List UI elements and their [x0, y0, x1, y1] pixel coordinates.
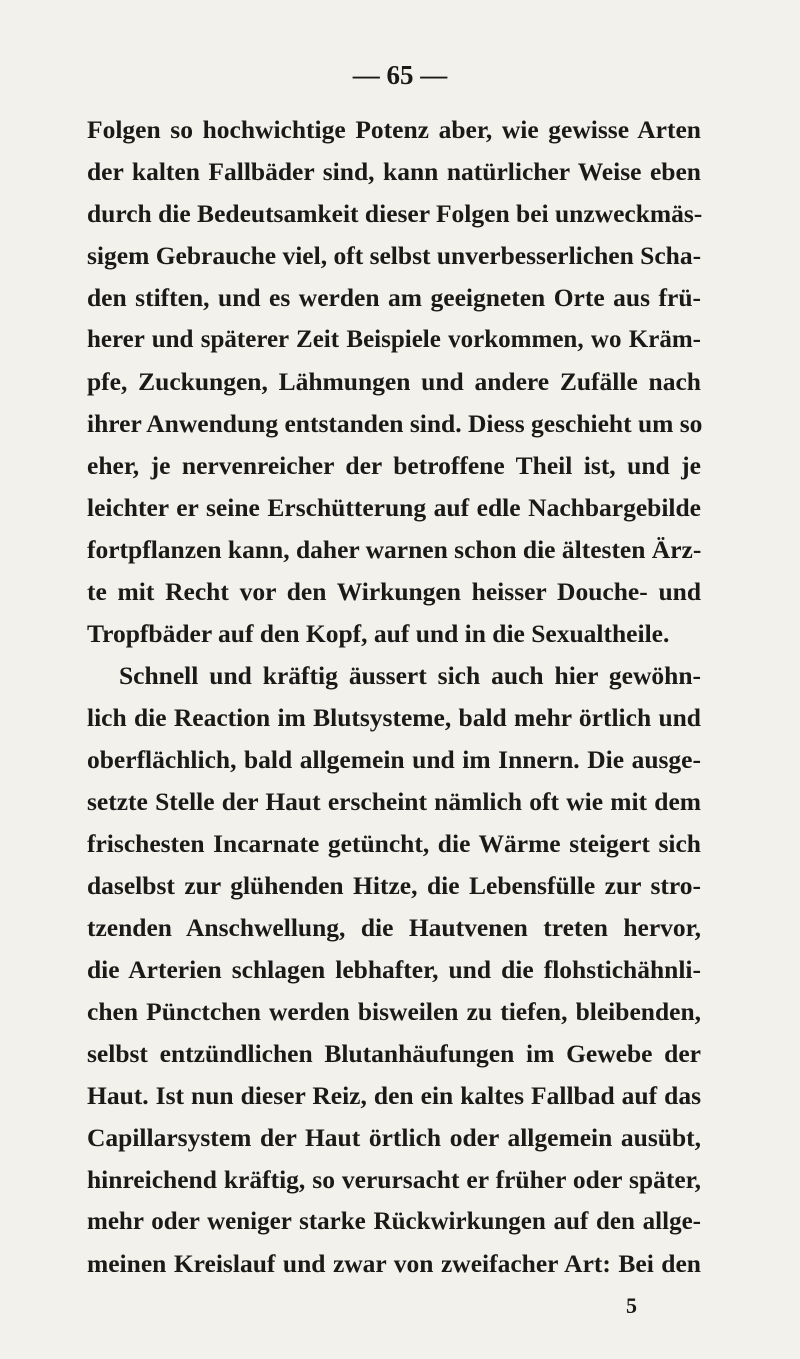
text-line: die Arterien schlagen lebhafter, und die flohstichähnli-	[87, 955, 701, 984]
text-line: Capillarsystem der Haut örtlich oder allgemein ausübt,	[87, 1123, 701, 1152]
text-line: pfe, Zuckungen, Lähmungen und andere Zufälle nach	[87, 367, 701, 396]
text-line: durch die Bedeutsamkeit dieser Folgen bei unzweckmäs-	[87, 199, 703, 228]
text-line: herer und späterer Zeit Beispiele vorkommen, wo Kräm-	[87, 326, 701, 353]
text-line: tzenden Anschwellung, die Hautvenen treten hervor,	[87, 913, 701, 942]
text-line: hinreichend kräftig, so verursacht er früher oder später,	[87, 1165, 701, 1194]
text-line: Haut. Ist nun dieser Reiz, den ein kaltes Fallbad auf das	[87, 1081, 701, 1110]
text-line: der kalten Fallbäder sind, kann natürlicher Weise eben	[87, 157, 701, 186]
text-line: setzte Stelle der Haut erscheint nämlich oft wie mit dem	[87, 787, 701, 816]
text-line: ihrer Anwendung entstanden sind. Diess geschieht um so	[87, 409, 703, 438]
text-line: oberflächlich, bald allgemein und im Innern. Die ausge-	[87, 745, 701, 774]
text-line: chen Pünctchen werden bisweilen zu tiefen, bleibenden,	[87, 997, 701, 1026]
paragraph-start-line: Schnell und kräftig äussert sich auch hier gewöhn-	[119, 661, 701, 690]
text-line: eher, je nervenreicher der betroffene Theil ist, und je	[87, 451, 701, 480]
text-line: leichter er seine Erschütterung auf edle Nachbargebilde	[87, 493, 701, 522]
text-line: fortpflanzen kann, daher warnen schon die ältesten Ärz-	[87, 535, 702, 564]
paragraph-end-line: Tropfbäder auf den Kopf, auf und in die Sexualtheile.	[87, 619, 670, 648]
text-line: mehr oder weniger starke Rückwirkungen auf den allge-	[87, 1208, 701, 1235]
text-line: Folgen so hochwichtige Potenz aber, wie gewisse Arten	[87, 115, 701, 144]
text-line: frischesten Incarnate getüncht, die Wärme steigert sich	[87, 829, 701, 858]
text-line: meinen Kreislauf und zwar von zweifacher Art: Bei den	[87, 1249, 701, 1278]
text-line: daselbst zur glühenden Hitze, die Lebensfülle zur stro-	[87, 871, 701, 900]
text-line: den stiften, und es werden am geeigneten Orte aus frü-	[87, 283, 701, 312]
body-text	[87, 109, 701, 1285]
signature-mark: 5	[626, 1293, 637, 1318]
text-line: selbst entzündlichen Blutanhäufungen im Gewebe der	[87, 1039, 701, 1068]
page-number: — 65 —	[352, 60, 448, 90]
text-line: sigem Gebrauche viel, oft selbst unverbesserlichen Scha-	[87, 241, 702, 270]
text-line: te mit Recht vor den Wirkungen heisser Douche- und	[87, 577, 701, 606]
text-line: lich die Reaction im Blutsysteme, bald mehr örtlich und	[87, 703, 701, 732]
